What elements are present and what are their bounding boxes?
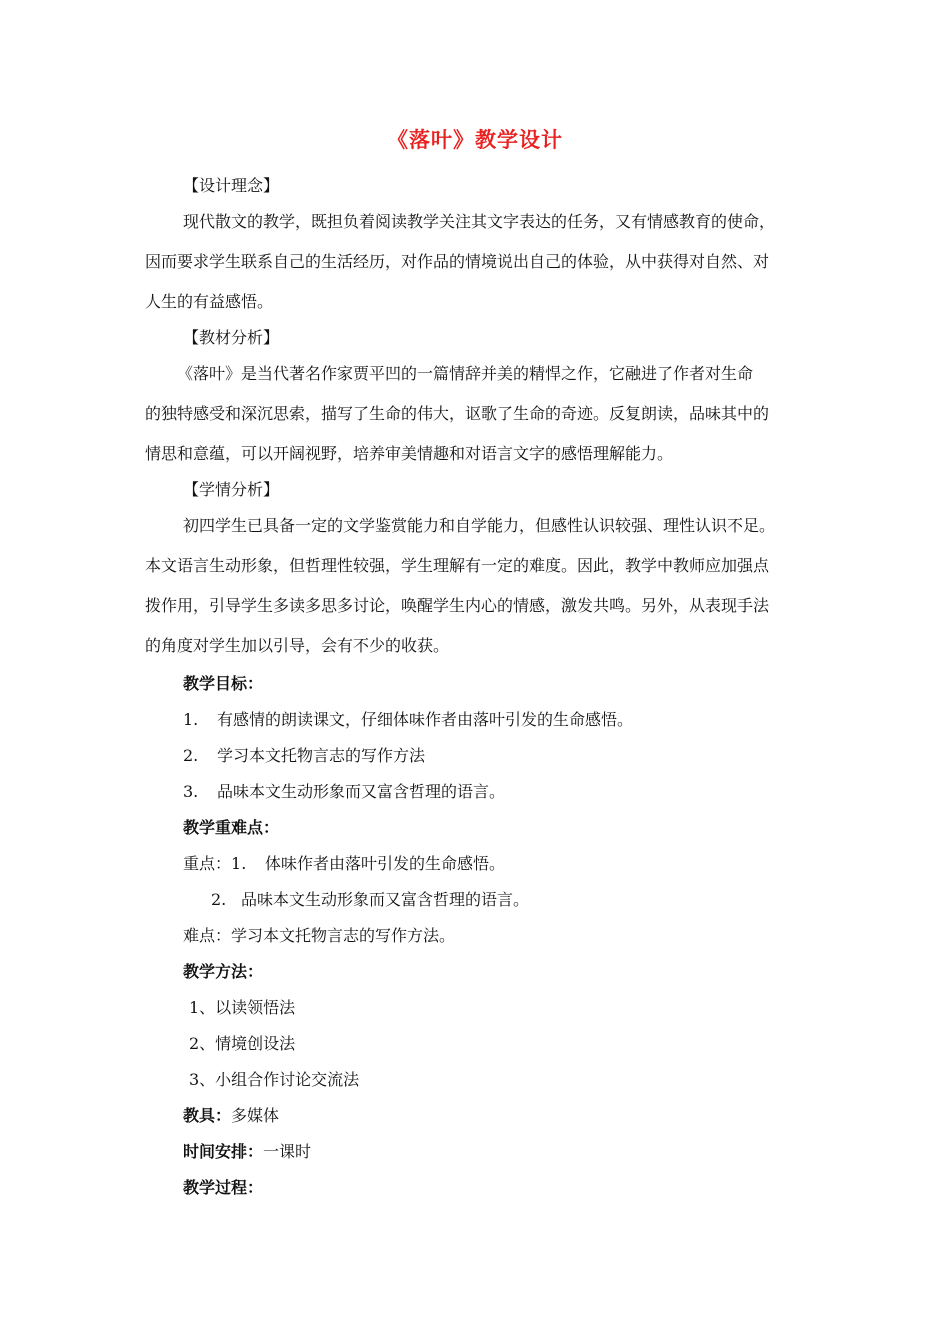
goal-text: 品味本文生动形象而又富含哲理的语言。 [217,782,506,801]
time-line [145,1140,805,1176]
section-heading-students: 【学情分析】 [183,480,280,499]
paragraph-line: 情思和意蕴，可以开阔视野，培养审美情趣和对语言文字的感悟理解能力。 [145,444,674,463]
document-body [145,174,805,1212]
tools-value: 多媒体 [231,1106,280,1125]
key-item [145,888,805,924]
goal-item [145,708,805,744]
paragraph-line: 《落叶》是当代著名作家贾平凹的一篇情辞并美的精悍之作，它融进了作者对生命 [177,364,754,383]
goal-item [145,780,805,816]
time-label: 时间安排： [183,1142,264,1161]
goal-number: 1. [183,710,199,729]
goal-number: 3. [183,782,199,801]
paragraph-concept [145,210,805,330]
key-text: 品味本文生动形象而又富含哲理的语言。 [241,890,530,909]
paragraph-line: 初四学生已具备一定的文学鉴赏能力和自学能力，但感性认识较强、理性认识不足。 [183,516,776,535]
difficult-text: 学习本文托物言志的写作方法。 [231,926,456,945]
key-label: 重点： [183,854,232,873]
paragraph-line: 现代散文的教学，既担负着阅读教学关注其文字表达的任务，又有情感教育的使命， [183,212,776,231]
paragraph-line: 拨作用，引导学生多读多思多讨论，唤醒学生内心的情感，激发共鸣。另外，从表现手法 [145,596,770,615]
section-heading-concept: 【设计理念】 [183,176,280,195]
paragraph-line: 本文语言生动形象，但哲理性较强，学生理解有一定的难度。因此，教学中教师应加强点 [145,556,770,575]
paragraph-line: 的独特感受和深沉思索，描写了生命的伟大，讴歌了生命的奇迹。反复朗读，品味其中的 [145,404,770,423]
goal-item [145,744,805,780]
method-item: 1、以读领悟法 [189,998,296,1017]
method-item: 2、情境创设法 [189,1034,296,1053]
goal-number: 2. [183,746,199,765]
method-item: 3、小组合作讨论交流法 [189,1070,360,1089]
tools-label: 教具： [183,1106,232,1125]
key-number: 2. [211,890,227,909]
process-heading: 教学过程： [183,1178,264,1197]
goal-text: 有感情的朗读课文，仔细体味作者由落叶引发的生命感悟。 [217,710,634,729]
difficult-label: 难点： [183,926,232,945]
goals-heading: 教学目标： [183,674,264,693]
key-item [145,852,805,888]
key-number: 1. [231,854,247,873]
paragraph-students [145,514,805,674]
time-value: 一课时 [263,1142,312,1161]
tools-line [145,1104,805,1140]
section-heading-material: 【教材分析】 [183,328,280,347]
paragraph-line: 人生的有益感悟。 [145,292,274,311]
paragraph-line: 的角度对学生加以引导，会有不少的收获。 [145,636,450,655]
goal-text: 学习本文托物言志的写作方法 [217,746,426,765]
keypoints-heading: 教学重难点： [183,818,280,837]
document-title: 《落叶》教学设计 [387,128,563,152]
paragraph-material [145,362,805,482]
paragraph-line: 因而要求学生联系自己的生活经历，对作品的情境说出自己的体验，从中获得对自然、对 [145,252,770,271]
difficult-item [145,924,805,960]
methods-heading: 教学方法： [183,962,264,981]
key-text: 体味作者由落叶引发的生命感悟。 [265,854,506,873]
